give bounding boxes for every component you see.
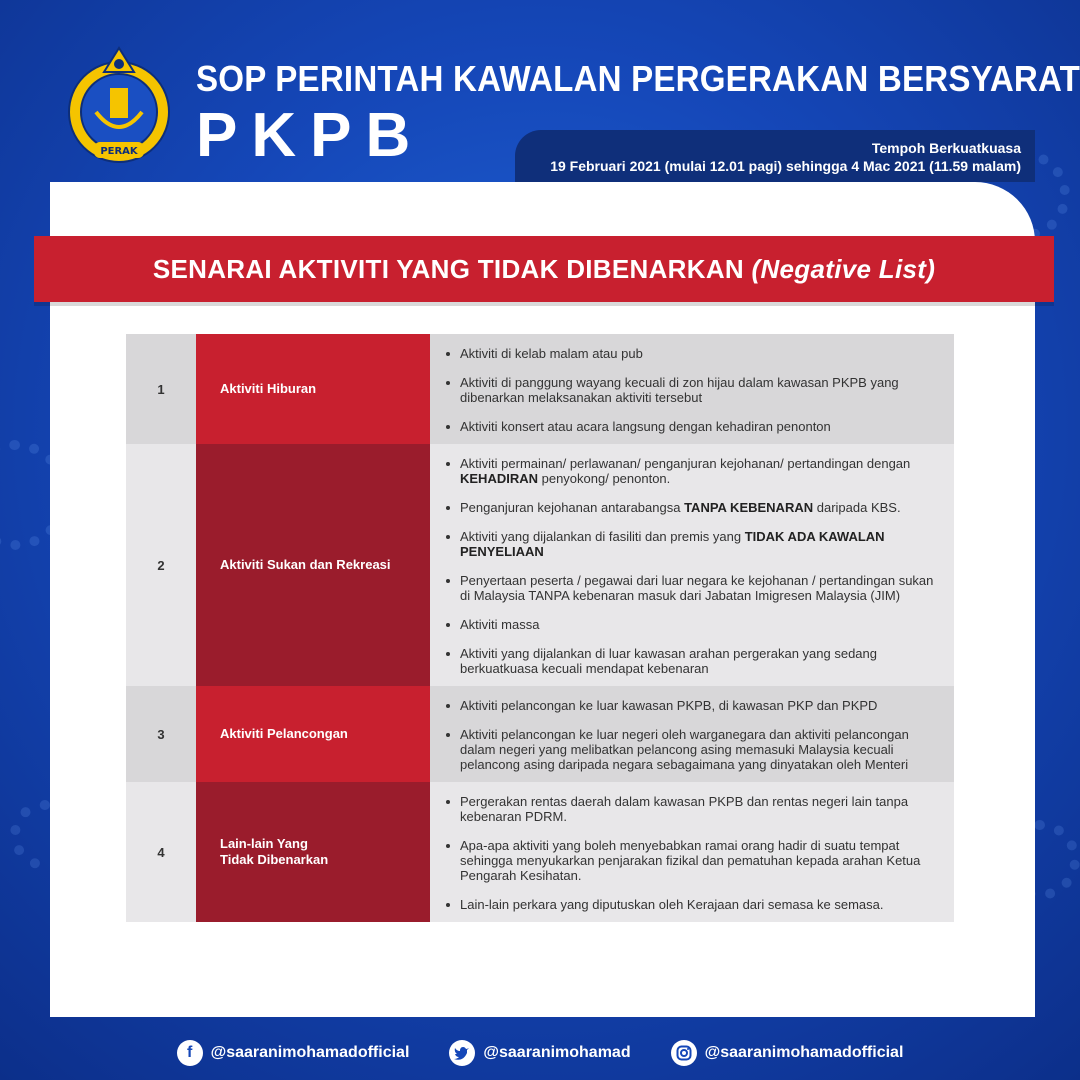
list-item — [460, 456, 934, 486]
list-item — [460, 727, 934, 772]
list-item — [460, 838, 934, 883]
list-item-text: Pergerakan rentas daerah dalam kawasan PKPB dan rentas negeri lain tanpa kebenaran PDRM. — [460, 794, 909, 824]
section-banner — [34, 236, 1054, 302]
row-category: Aktiviti Sukan dan Rekreasi — [196, 444, 430, 686]
list-item-text: Apa-apa aktiviti yang boleh menyebabkan ramai orang hadir di suatu tempat sehingga menyukarkan penjarakan fizikal dan pematuhan kepada arahan Ketua Pengarah Kesihatan. — [460, 838, 921, 883]
social-footer — [0, 1035, 1080, 1071]
instagram-handle: @saaranimohamadofficial — [704, 1044, 904, 1061]
list-item — [460, 419, 934, 434]
row-items — [430, 782, 954, 922]
list-item — [460, 646, 934, 676]
twitter-handle: @saaranimohamad — [483, 1044, 631, 1061]
row-items — [430, 444, 954, 686]
perak-crest-logo — [64, 42, 174, 170]
facebook-icon: f — [177, 1040, 203, 1066]
table-row — [126, 686, 954, 782]
list-item-text: Aktiviti pelancongan ke luar kawasan PKPB, di kawasan PKP dan PKPD — [460, 698, 878, 713]
facebook-link[interactable] — [177, 1040, 410, 1066]
instagram-link[interactable] — [671, 1040, 904, 1066]
row-number: 3 — [126, 686, 196, 782]
list-item-emphasis: TANPA KEBENARAN — [684, 500, 814, 515]
list-item-emphasis: KEHADIRAN — [460, 471, 538, 486]
row-items — [430, 334, 954, 444]
validity-period-label: Tempoh Berkuatkuasa — [871, 140, 1021, 156]
row-items — [430, 686, 954, 782]
instagram-icon — [671, 1040, 697, 1066]
list-item — [460, 529, 934, 559]
list-item-text: Penganjuran kejohanan antarabangsa — [460, 500, 685, 515]
list-item — [460, 897, 934, 912]
facebook-handle: @saaranimohamadofficial — [210, 1044, 410, 1061]
list-item-text: Aktiviti pelancongan ke luar negeri oleh warganegara dan aktiviti pelancongan dalam negeri yang melibatkan pelancong asing memasuki Malaysia kecuali pelancong asing daripada negara sebagaimana yang dinyatakan oleh Menteri — [460, 727, 909, 772]
table-row — [126, 444, 954, 686]
list-item-text: Penyertaan peserta / pegawai dari luar negara ke kejohanan / pertandingan sukan di Malaysia TANPA kebenaran masuk dari Jabatan Imigresen Malaysia (JIM) — [460, 573, 934, 603]
twitter-link[interactable] — [449, 1040, 630, 1066]
banner-title — [153, 254, 935, 285]
negative-list-table — [126, 334, 954, 922]
row-number: 4 — [126, 782, 196, 922]
validity-period-box — [515, 130, 1035, 182]
banner-title-main: SENARAI AKTIVITI YANG TIDAK DIBENARKAN — [152, 253, 744, 284]
list-item — [460, 573, 934, 603]
row-number: 1 — [126, 334, 196, 444]
list-item-text: Aktiviti konsert atau acara langsung dengan kehadiran penonton — [460, 419, 831, 434]
list-item — [460, 500, 934, 515]
list-item — [460, 698, 934, 713]
page-title: SOP PERINTAH KAWALAN PERGERAKAN BERSYARAT — [196, 58, 1080, 99]
list-item — [460, 346, 934, 361]
list-item — [460, 794, 934, 824]
table-row — [126, 782, 954, 922]
header — [0, 0, 1080, 190]
list-item-text: Aktiviti yang dijalankan di fasiliti dan premis yang — [460, 529, 745, 544]
list-item-text: Aktiviti di kelab malam atau pub — [460, 346, 643, 361]
twitter-icon — [449, 1040, 475, 1066]
row-category: Lain-lain Yang Tidak Dibenarkan — [196, 782, 430, 922]
row-number: 2 — [126, 444, 196, 686]
list-item-text: Lain-lain perkara yang diputuskan oleh Kerajaan dari semasa ke semasa. — [460, 897, 884, 912]
list-item-text: daripada KBS. — [813, 500, 901, 515]
list-item-text: penyokong/ penonton. — [538, 471, 671, 486]
list-item-text: Aktiviti di panggung wayang kecuali di zon hijau dalam kawasan PKPB yang dibenarkan melaksanakan aktiviti tersebut — [460, 375, 899, 405]
page-subtitle-pkpb: PKPB — [196, 101, 425, 170]
row-category: Aktiviti Pelancongan — [196, 686, 430, 782]
list-item-text: Aktiviti permainan/ perlawanan/ penganjuran kejohanan/ pertandingan dengan — [460, 456, 911, 471]
list-item — [460, 375, 934, 405]
svg-text:PERAK: PERAK — [100, 146, 138, 157]
banner-title-italic: (Negative List) — [751, 253, 936, 284]
list-item-emphasis: TIDAK ADA KAWALAN PENYELIAAN — [460, 529, 885, 559]
list-item-text: Aktiviti yang dijalankan di luar kawasan arahan pergerakan yang sedang berkuatkuasa kecuali mendapat kebenaran — [460, 646, 877, 676]
validity-period-dates: 19 Februari 2021 (mulai 12.01 pagi) sehingga 4 Mac 2021 (11.59 malam) — [550, 158, 1021, 174]
row-category: Aktiviti Hiburan — [196, 334, 430, 444]
list-item-text: Aktiviti massa — [460, 617, 540, 632]
list-item — [460, 617, 934, 632]
table-row — [126, 334, 954, 444]
